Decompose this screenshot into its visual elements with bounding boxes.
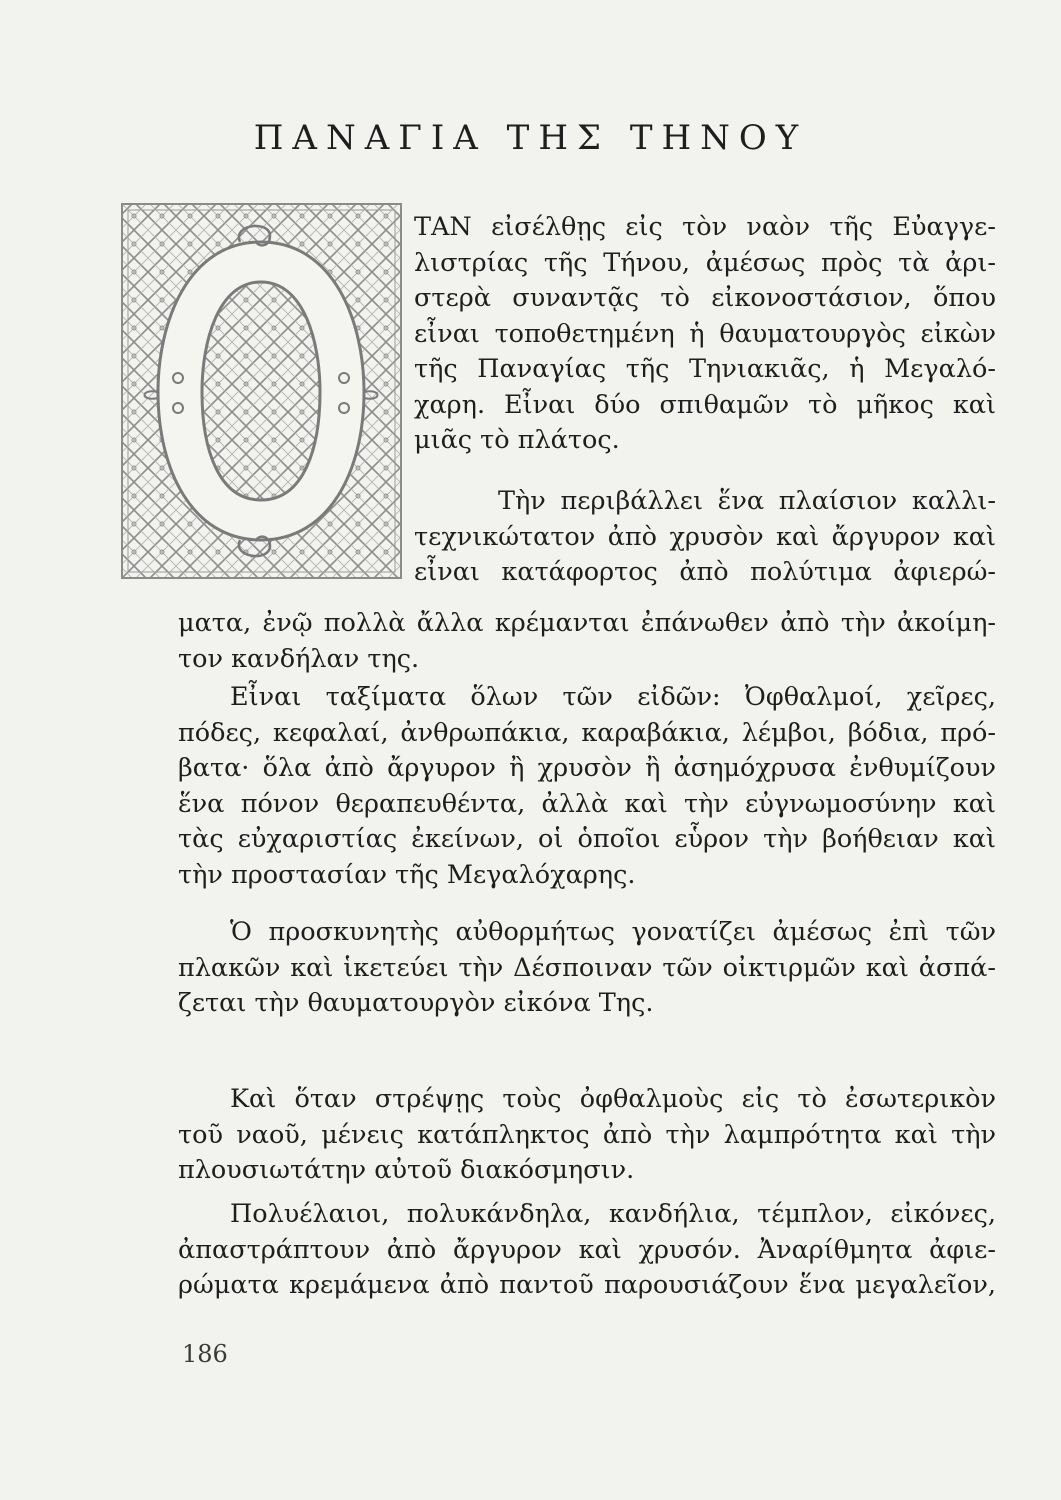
text-line: Πολυέλαιοι, πολυκάνδηλα, κανδήλια, τέμπλον, εἰκόνες, (230, 1199, 996, 1229)
text-line: μιᾶς τὸ πλάτος. (414, 425, 620, 455)
text-line: ΤΑΝ εἰσέλθῃς εἰς τὸν ναὸν τῆς Εὐαγγε- (414, 212, 996, 242)
text-line: τον κανδήλαν της. (178, 643, 420, 674)
text-line: στερὰ συναντᾷς τὸ εἰκονοστάσιον, ὅπου (414, 283, 996, 313)
text-line: χαρη. Εἶναι δύο σπιθαμῶν τὸ μῆκος καὶ (414, 389, 996, 420)
text-line: πόδες, κεφαλαί, ἀνθρωπάκια, καραβάκια, λέμβοι, βόδια, πρό- (178, 717, 996, 748)
text-line: ρώματα κρεμάμενα ἀπὸ παντοῦ παρουσιάζουν ἕνα μεγαλεῖον, (178, 1270, 996, 1300)
initial-letter-text: Ο (120, 202, 121, 203)
text-line: εἶναι τοποθετημένη ἡ θαυματουργὸς εἰκὼν (414, 318, 996, 349)
paragraph-2 (178, 484, 996, 591)
paragraph-1 (178, 210, 996, 459)
paragraph-6 (178, 1197, 996, 1304)
page-title: ΠΑΝΑΓΙΑ ΤΗΣ ΤΗΝΟΥ (253, 118, 808, 158)
text-line: ἕνα πόνον θεραπευθέντα, ἀλλὰ καὶ τὴν εὐγνωμοσύνην καὶ (178, 788, 996, 819)
text-line: τὴν προστασίαν τῆς Μεγαλόχαρης. (178, 859, 636, 890)
text-line: τοῦ ναοῦ, μένεις κατάπληκτος ἀπὸ τὴν λαμπρότητα καὶ τὴν (178, 1119, 996, 1150)
text-line: τὰς εὐχαριστίας ἐκείνων, οἱ ὁποῖοι εὗρον τὴν βοήθειαν καὶ (178, 824, 996, 854)
paragraph-3 (178, 680, 996, 893)
text-line: εἶναι κατάφορτος ἀπὸ πολύτιμα ἀφιερώ- (414, 557, 996, 587)
paragraph-5 (178, 1082, 996, 1189)
text-line: Εἶναι ταξίματα ὅλων τῶν εἰδῶν: Ὀφθαλμοί, χεῖρες, (230, 682, 996, 712)
text-line: Τὴν περιβάλλει ἕνα πλαίσιον καλλι- (498, 486, 996, 516)
text-line: τῆς Παναγίας τῆς Τηνιακιᾶς, ἡ Μεγαλό- (414, 354, 996, 384)
text-line: πλακῶν καὶ ἱκετεύει τὴν Δέσποιναν τῶν οἰκτιρμῶν καὶ ἀσπά- (178, 952, 996, 983)
text-line: ζεται τὴν θαυματουργὸν εἰκόνα Της. (178, 988, 654, 1018)
paragraph-4 (178, 915, 996, 1022)
paragraph-2-continued (178, 606, 996, 677)
text-line: πλουσιωτάτην αὐτοῦ διακόσμησιν. (178, 1155, 635, 1185)
text-line: βατα· ὅλα ἀπὸ ἄργυρον ἢ χρυσὸν ἢ ἀσημόχρυσα ἐνθυμίζουν (178, 753, 996, 783)
text-line: τεχνικώτατον ἀπὸ χρυσὸν καὶ ἄργυρον καὶ (414, 521, 996, 552)
text-line: ἀπαστράπτουν ἀπὸ ἄργυρον καὶ χρυσόν. Ἀναρίθμητα ἀφιε- (178, 1234, 996, 1265)
text-line: Καὶ ὅταν στρέψῃς τοὺς ὀφθαλμοὺς εἰς τὸ ἐσωτερικὸν (230, 1084, 996, 1114)
text-line: λιστρίας τῆς Τήνου, ἀμέσως πρὸς τὰ ἀρι- (414, 247, 996, 278)
page-number: 186 (182, 1340, 228, 1368)
text-line: ματα, ἐνῷ πολλὰ ἄλλα κρέμανται ἐπάνωθεν ἀπὸ τὴν ἀκοίμη- (178, 608, 996, 638)
text-line: Ὁ προσκυνητὴς αὐθορμήτως γονατίζει ἀμέσως ἐπὶ τῶν (230, 917, 996, 947)
